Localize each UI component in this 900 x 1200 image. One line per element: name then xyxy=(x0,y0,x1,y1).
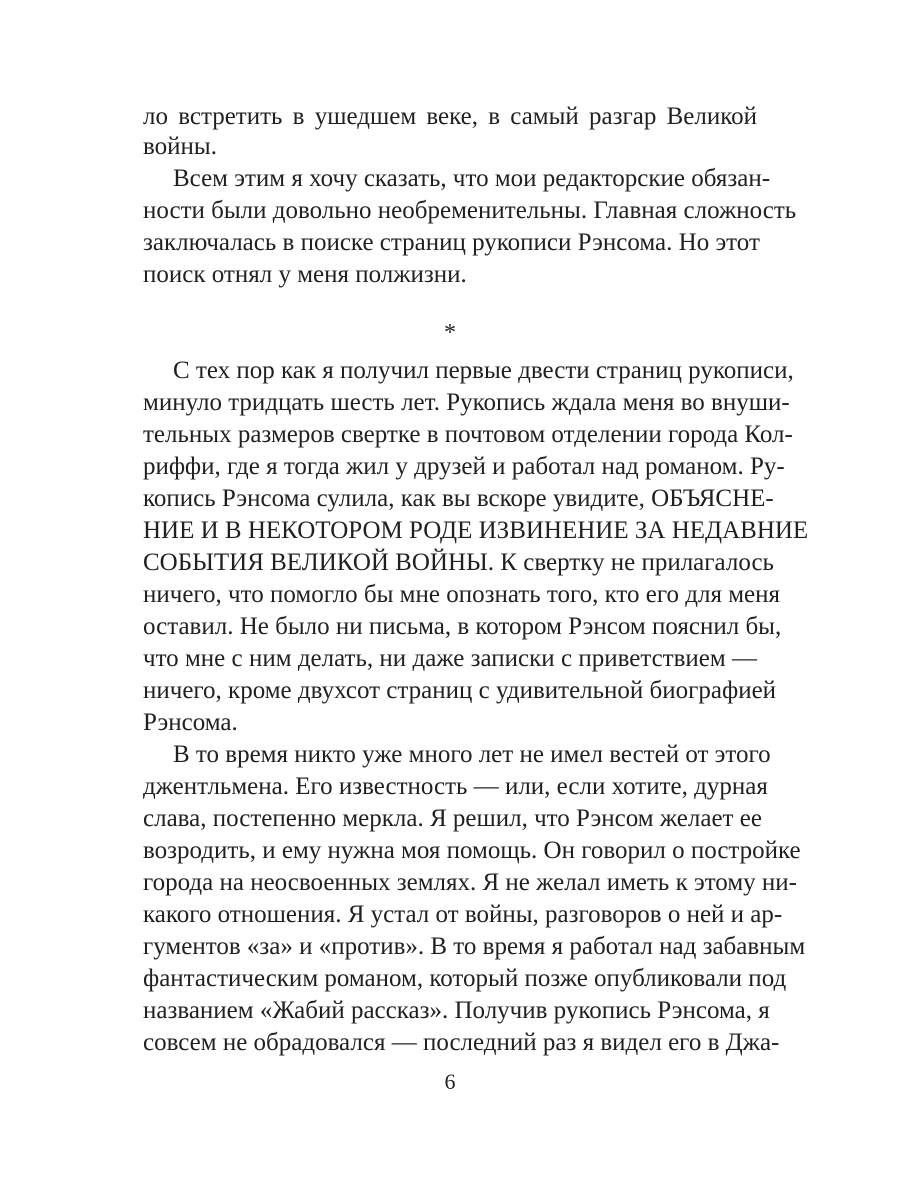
text-line: слава, постепенно меркла. Я решил, что Рэнсом желает ее xyxy=(143,805,762,832)
text-line: возродить, и ему нужна моя помощь. Он говорил о постройке xyxy=(143,837,801,864)
text-line: ло встретить в ушедшем веке, в самый разгар Великой xyxy=(143,103,757,130)
page-number: 6 xyxy=(444,1069,456,1094)
text-line: фантастическим романом, который позже опубликовали под xyxy=(143,965,787,992)
text-line: ничего, что помогло бы мне опознать того, кто его для меня xyxy=(143,581,780,608)
text-line: В то время никто уже много лет не имел вестей от этого xyxy=(173,741,771,768)
text-line: С тех пор как я получил первые двести страниц рукописи, xyxy=(173,357,794,384)
text-line: минуло тридцать шесть лет. Рукопись ждала меня во внуши- xyxy=(143,389,790,416)
text-line: гументов «за» и «против». В то время я работал над забавным xyxy=(143,933,806,960)
text-line: войны. xyxy=(143,133,217,160)
text-line: Рэнсома. xyxy=(143,709,238,736)
text-line: джентльмена. Его известность — или, если хотите, дурная xyxy=(143,773,768,800)
text-line: какого отношения. Я устал от войны, разговоров о ней и ар- xyxy=(143,901,783,928)
text-line: поиск отнял у меня полжизни. xyxy=(143,261,467,288)
text-line: копись Рэнсома сулила, как вы вскоре увидите, ОБЪЯСНЕ- xyxy=(143,485,774,512)
text-line: совсем не обрадовался — последний раз я видел его в Джа- xyxy=(143,1029,780,1056)
text-line: что мне с ним делать, ни даже записки с приветствием — xyxy=(143,645,757,672)
text-line: названием «Жабий рассказ». Получив рукопись Рэнсома, я xyxy=(143,997,770,1024)
text-line: риффи, где я тогда жил у друзей и работал над романом. Ру- xyxy=(143,453,785,480)
text-line: ности были довольно необременительны. Главная сложность xyxy=(143,197,797,224)
text-line: НИЕ И В НЕКОТОРОМ РОДЕ ИЗВИНЕНИЕ ЗА НЕДАВНИЕ xyxy=(143,517,809,544)
text-line: оставил. Не было ни письма, в котором Рэнсом пояснил бы, xyxy=(143,613,782,640)
section-separator: * xyxy=(444,320,456,346)
text-line: ничего, кроме двухсот страниц с удивительной биографией xyxy=(143,677,777,704)
text-line: Всем этим я хочу сказать, что мои редакторские обязан- xyxy=(173,165,771,192)
text-line: заключалась в поиске страниц рукописи Рэнсома. Но этот xyxy=(143,229,760,256)
text-line: СОБЫТИЯ ВЕЛИКОЙ ВОЙНЫ. К свертку не прилагалось xyxy=(143,549,774,576)
text-line: города на неосвоенных землях. Я не желал иметь к этому ни- xyxy=(143,869,797,896)
text-line: тельных размеров свертке в почтовом отделении города Кол- xyxy=(143,421,793,448)
